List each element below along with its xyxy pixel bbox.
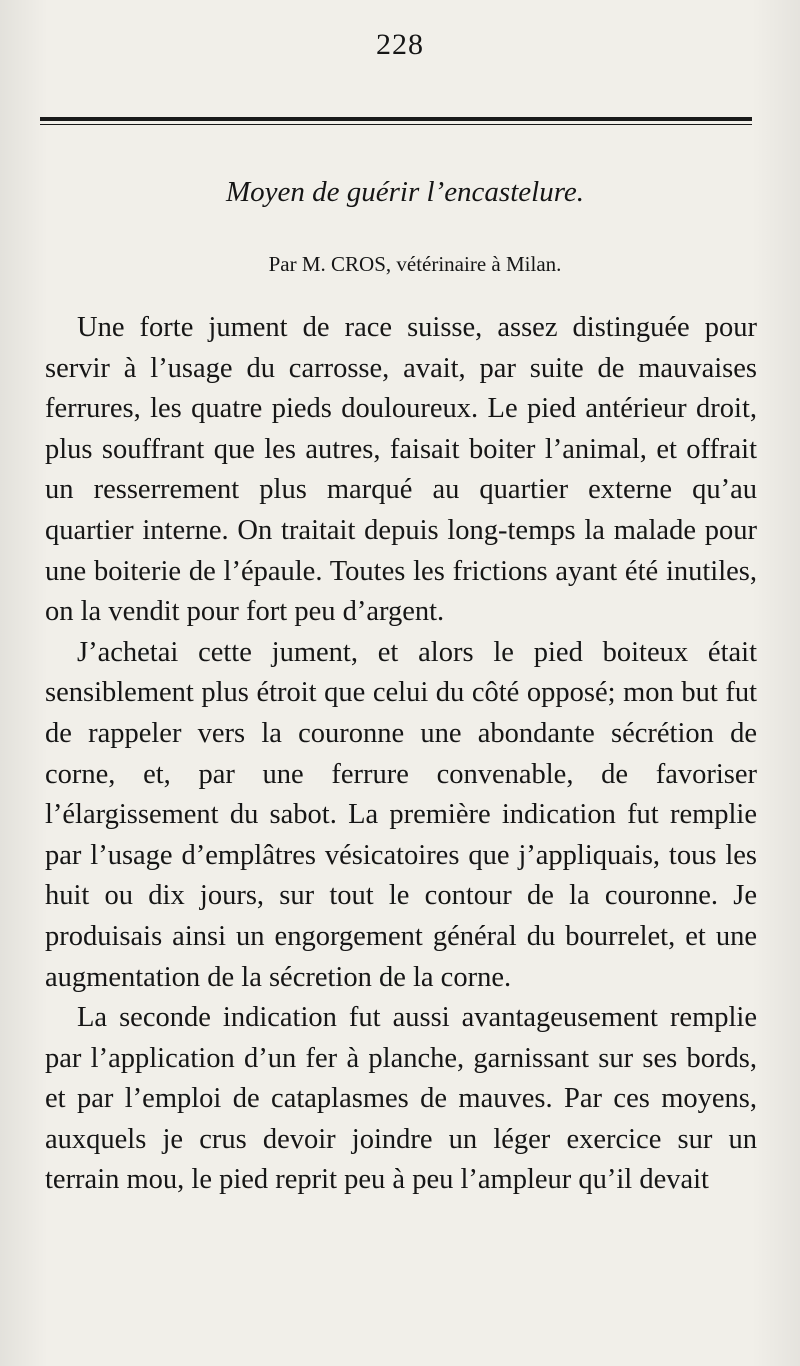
paragraph-2: J’achetai cette jument, et alors le pied boiteux était sensiblement plus étroit que celui du côté opposé; mon but fut de rappeler vers la couronne une abondante sécrétion de corne, et, par une ferrure convenable, de favoriser l’élargissement du sabot. La première indication fut remplie par l’usage d’emplâtres vésicatoires que j’appliquais, tous les huit ou dix jours, sur tout le contour de la couronne. Je produisais ainsi un engorgement général du bourrelet, et une augmentation de la sécretion de la corne. [45,636,757,993]
article-title: Moyen de guérir l’encastelure. [225,176,585,208]
header-rule-thick [40,117,752,121]
header-rule-thin [40,124,752,125]
paragraph-1: Une forte jument de race suisse, assez distinguée pour servir à l’usage du carrosse, avait, par suite de mauvaises ferrures, les quatre pieds douloureux. Le pied antérieur droit, plus souffrant que les autres, faisait boiter l’animal, et offrait un resserrement plus marqué au quartier externe qu’au quartier interne. On traitait depuis long-temps la malade pour une boiterie de l’épaule. Toutes les frictions ayant été inutiles, on la vendit pour fort peu d’argent. [45,312,757,628]
article-byline: Par M. CROS, vétérinaire à Milan. [268,252,562,276]
article-body [45,308,757,1201]
show-through-text [30,74,770,104]
page-number: 228 [376,28,424,61]
paragraph-3: La seconde indication fut aussi avantageusement remplie par l’application d’un fer à planche, garnissant sur ses bords, et par l’emploi de cataplasmes de mauves. Par ces moyens, auxquels je crus devoir joindre un léger exercice sur un terrain mou, le pied reprit peu à peu l’ampleur qu’il devait [45,1002,757,1196]
